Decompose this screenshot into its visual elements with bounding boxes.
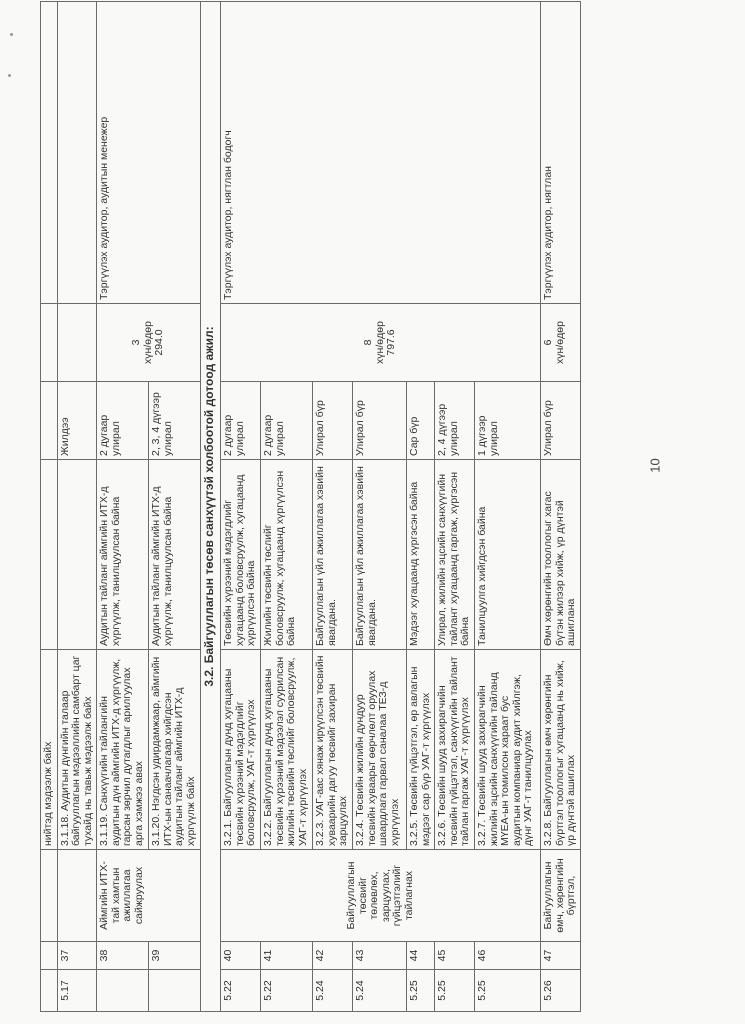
cell-number — [41, 942, 58, 970]
cell-code: 5.24 — [353, 970, 407, 1012]
cell-timeline: 2 дугаар улирал — [97, 382, 149, 460]
cell-activity: 3.2.3. УАГ-аас хянаж ирүүлсэн төсвийн хуваарийн дагуу төсвийг захиран зарцуулах — [313, 650, 353, 850]
table-row — [541, 2, 581, 1012]
cell-goal — [41, 850, 58, 942]
cell-result — [41, 460, 58, 650]
cell-code — [97, 970, 149, 1012]
cell-result: Өмч хөрөнгийн тооллогыг хагас бүтэн жилээр хийж, үр дүнтэй ашиглана — [541, 460, 581, 650]
cell-result: Танилцуулга хийгдсэн байна — [475, 460, 541, 650]
cell-resource: 8 хүн/өдөр 797.6 — [221, 304, 541, 382]
cell-activity: 3.2.6. Төсвийн шууд захирагчийн төсвийн гүйцэтгэл, санхүүгийн тайлант тайлан гаргаж УАГ-т хүргүүлэх — [435, 650, 475, 850]
cell-result: Байгууллагын үйл ажиллагаа хэвийн явагдана. — [353, 460, 407, 650]
cell-timeline: Жилдээ — [57, 382, 97, 460]
cell-result: Байгууллагын үйл ажиллагаа хэвийн явагдана. — [313, 460, 353, 650]
cell-activity: 3.2.1. Байгууллагын дунд хугацааны төсвийн хүрээний мэдэгдлийг боловсруулж, УАГ-т хүргүүлэх — [221, 650, 261, 850]
cell-number: 40 — [221, 942, 261, 970]
cell-resource — [57, 304, 97, 382]
page-number: 10 — [647, 458, 663, 473]
table-row — [41, 2, 58, 1012]
cell-timeline: Улирал бүр — [353, 382, 407, 460]
cell-activity: 3.2.5. Төсвийн гүйцэтгэл, өр авлагын мэдээг сар бүр УАГ-т хүргүүлэх — [407, 650, 435, 850]
cell-code: 5.25 — [435, 970, 475, 1012]
cell-responsible: Тэргүүлэх аудитор, нягтлан бодогч — [221, 2, 541, 304]
cell-resource: 3 хүн/өдөр 294.0 — [97, 304, 201, 382]
cell-code — [41, 970, 58, 1012]
table-row — [221, 2, 261, 1012]
cell-result: Аудитын тайланг аймгийн ИТХ-д хүргүүлж, танилцуулсан байна — [97, 460, 149, 650]
cell-timeline: 2 дугаар улирал — [261, 382, 313, 460]
cell-activity: 3.2.8. Байгууллагын өмч хөрөнгийн бүртгэл тооллогыг хугацаанд нь хийж, үр дүнтэй ашиглах — [541, 650, 581, 850]
cell-activity: 3.2.7. Төсвийн шууд захирагчийн жилийн эцсийн санхүүгийн тайланд МҮЕА-ын томилсон хараат бус аудитын компаниар аудит хийлгэж, дүнг УАГ-т танилцуулах — [475, 650, 541, 850]
cell-code: 5.26 — [541, 970, 581, 1012]
cell-number: 38 — [97, 942, 149, 970]
cell-timeline: Улирал бүр — [313, 382, 353, 460]
cell-code: 5.24 — [313, 970, 353, 1012]
cell-timeline: 2, 4 дүгээр улирал — [435, 382, 475, 460]
cell-result: Мэдээг хугацаанд хүргэсэн байна — [407, 460, 435, 650]
cell-goal: Байгууллагын өмч, хөрөнгийн бүртгэл, — [541, 850, 581, 942]
cell-responsible: Тэргүүлэх аудитор, нягтлан — [541, 2, 581, 304]
cell-timeline — [41, 382, 58, 460]
plan-table — [40, 1, 581, 1012]
cell-code: 5.17 — [57, 970, 97, 1012]
cell-number: 42 — [313, 942, 353, 970]
table-row — [57, 2, 97, 1012]
cell-number: 43 — [353, 942, 407, 970]
cell-result: Төсвийн хүрээний мэдэгдлийг хугацаанд боловсруулж, хугацаанд хүргүүлсэн байна — [221, 460, 261, 650]
cell-activity: нийтэд мэдээлж байх — [41, 650, 58, 850]
cell-number: 44 — [407, 942, 435, 970]
cell-resource — [41, 304, 58, 382]
section-row — [201, 2, 221, 1012]
cell-responsible — [57, 2, 97, 304]
cell-code — [149, 970, 201, 1012]
cell-code: 5.22 — [261, 970, 313, 1012]
table-row — [97, 2, 149, 1012]
cell-activity: 3.1.19. Санхүүгийн тайлангийн аудитын дүн аймгийн ИТХ-д хүргүүлж, гарсан зөрчил дутагдлыг арилгуулах арга хэмжээ авах — [97, 650, 149, 850]
cell-goal: Аймгийн ИТХ-тай хамтын ажиллагаа сайжруулах — [97, 850, 201, 942]
scan-speck — [10, 33, 13, 36]
cell-responsible: Тэргүүлэх аудитор, аудитын менежер — [97, 2, 201, 304]
cell-result — [57, 460, 97, 650]
cell-number: 37 — [57, 942, 97, 970]
cell-goal: Байгууллагын төсвийг төлөвлөх, зарцуулах, гүйцэтгэлийг тайлагнах — [221, 850, 541, 942]
cell-number: 46 — [475, 942, 541, 970]
cell-activity: 3.2.2. Байгууллагын дунд хугацааны төсвийн хүрээний мэдээлэл суурилсан жилийн төсвийн төслийг боловсруулж, УАГ-т хүргүүлэх — [261, 650, 313, 850]
cell-resource: 6 хүн/өдөр — [541, 304, 581, 382]
cell-number: 47 — [541, 942, 581, 970]
cell-timeline: Улирал бүр — [541, 382, 581, 460]
cell-activity: 3.1.20. Нэгдсэн удирдамжаар, аймгийн ИТХ-ын санаачлагаар хийгдсэн аудитын тайланг аймгийн ИТХ-д хүргүүлж байх — [149, 650, 201, 850]
cell-code: 5.25 — [407, 970, 435, 1012]
cell-goal — [57, 850, 97, 942]
cell-result: Жилийн төсвийн төслийг боловсруулж, хугацаанд хүргүүлсэн байна — [261, 460, 313, 650]
cell-activity: 3.1.18. Аудитын дүнгийн талаар байгууллагын мэдээллийн самбарт цаг тухайд нь тавьж мэдээлж байх — [57, 650, 97, 850]
cell-timeline: 2 дугаар улирал — [221, 382, 261, 460]
cell-number: 39 — [149, 942, 201, 970]
cell-timeline: Сар бүр — [407, 382, 435, 460]
cell-result: Улирал, жилийн эцсийн санхүүгийн тайлант хугацаанд гаргаж, хүргэсэн байна — [435, 460, 475, 650]
cell-number: 41 — [261, 942, 313, 970]
cell-result: Аудитын тайланг аймгийн ИТХ-д хүргүүлж, танилцуулсан байна — [149, 460, 201, 650]
scan-speck — [8, 74, 11, 77]
cell-code: 5.25 — [475, 970, 541, 1012]
rotated-table-container — [40, 2, 720, 1012]
cell-code: 5.22 — [221, 970, 261, 1012]
cell-number: 45 — [435, 942, 475, 970]
section-title: 3.2. Байгууллагын төсөв санхүүтэй холбоотой дотоод ажил: — [201, 2, 221, 1012]
cell-activity: 3.2.4. Төсвийн жилийн дундуур төсвийн хуваарьт өөрчлөлт оруулах шаардлага гарвал саналаа ТЕЗ-д хүргүүлэх — [353, 650, 407, 850]
cell-timeline: 2, 3, 4 дүгээр улирал — [149, 382, 201, 460]
cell-timeline: 1 дүгээр улирал — [475, 382, 541, 460]
cell-responsible — [41, 2, 58, 304]
